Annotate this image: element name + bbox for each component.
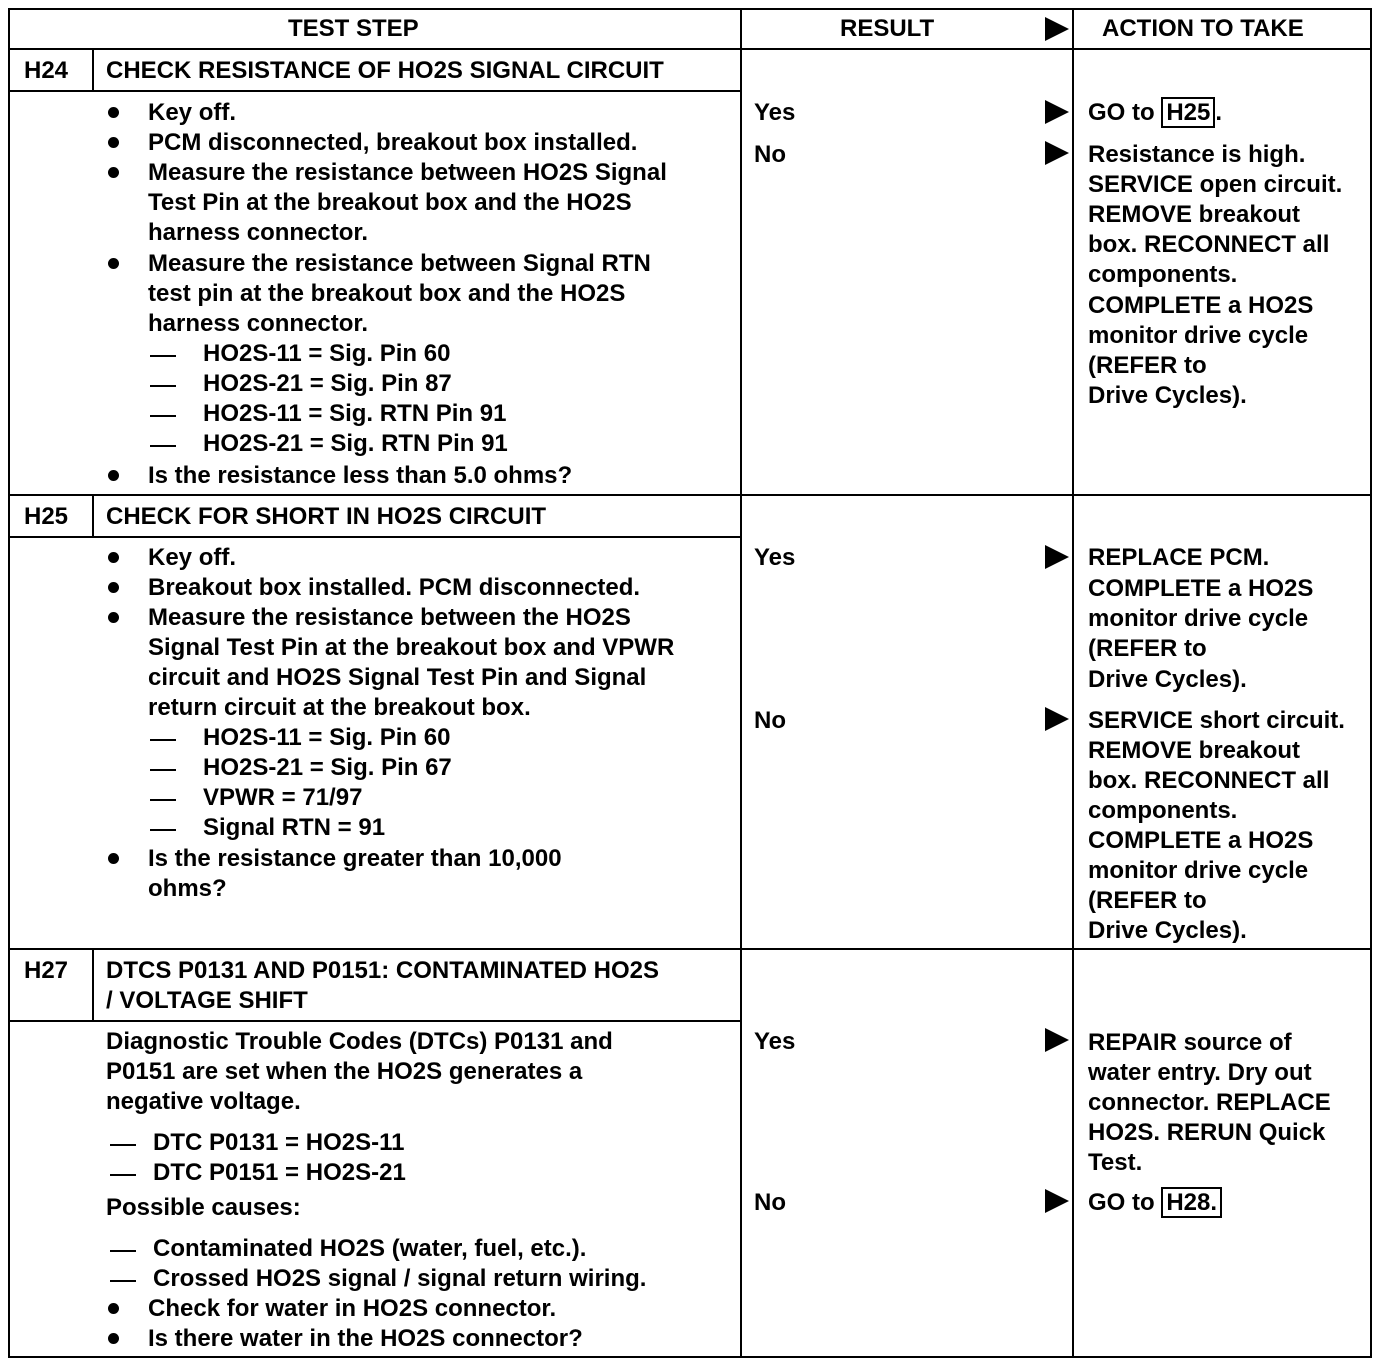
h24-result-no: No [754, 141, 786, 168]
h27-cause-1: Contaminated HO2S (water, fuel, etc.). [153, 1235, 587, 1262]
h25-action-yes-2: COMPLETE a HO2S [1088, 575, 1314, 602]
h24-step-2: PCM disconnected, breakout box installed. [148, 129, 638, 156]
h24-step-3-line-2: Test Pin at the breakout box and the HO2S [148, 189, 632, 216]
h27-question: Is there water in the HO2S connector? [148, 1325, 583, 1352]
h24-pin-4: HO2S-21 = Sig. RTN Pin 91 [203, 430, 508, 457]
h25-code: H25 [24, 503, 69, 530]
h24-pin-2: HO2S-21 = Sig. Pin 87 [203, 370, 452, 397]
row-divider [8, 948, 1372, 950]
h27-action-yes-1: REPAIR source of [1088, 1029, 1292, 1056]
h24-step-4-line-1: Measure the resistance between Signal RTN [148, 250, 651, 277]
h25-action-no-4: components. [1088, 797, 1238, 824]
h24-pin-3: HO2S-11 = Sig. RTN Pin 91 [203, 400, 507, 427]
arrow-icon [1045, 545, 1069, 569]
h24-action-no-1: Resistance is high. [1088, 141, 1306, 168]
h24-step-4-line-2: test pin at the breakout box and the HO2S [148, 280, 626, 307]
h25-action-no-2: REMOVE breakout [1088, 737, 1301, 764]
h25-pin-2: HO2S-21 = Sig. Pin 67 [203, 754, 452, 781]
h24-step-1: Key off. [148, 99, 237, 126]
h25-step-1: Key off. [148, 544, 237, 571]
h25-step-3-line-4: return circuit at the breakout box. [148, 694, 531, 721]
h25-step-2: Breakout box installed. PCM disconnected. [148, 574, 641, 601]
h25-step-3-line-1: Measure the resistance between the HO2S [148, 604, 631, 631]
h27-title-line-2: / VOLTAGE SHIFT [106, 987, 308, 1014]
h25-code-divider [92, 494, 94, 536]
h24-action-yes [1088, 98, 1222, 128]
h25-result-no: No [754, 707, 786, 734]
action-text: . [1215, 99, 1223, 126]
bullet-icon [108, 1303, 119, 1314]
h27-intro-line-3: negative voltage. [106, 1088, 301, 1115]
h25-action-yes-1: REPLACE PCM. [1088, 544, 1270, 571]
h27-dtc-2: DTC P0151 = HO2S-21 [153, 1159, 406, 1186]
h27-step-1: Check for water in HO2S connector. [148, 1295, 557, 1322]
dash-icon [110, 1280, 136, 1282]
h24-step-3-line-3: harness connector. [148, 219, 369, 246]
dash-icon [150, 445, 176, 447]
step-reference-h25[interactable]: H25 [1161, 97, 1215, 128]
h24-action-no-9: Drive Cycles). [1088, 382, 1247, 409]
h24-result-yes: Yes [754, 99, 796, 126]
arrow-icon [1045, 1189, 1069, 1213]
arrow-icon [1045, 141, 1069, 165]
bullet-icon [108, 470, 119, 481]
h25-result-yes: Yes [754, 544, 796, 571]
row-divider [8, 494, 1372, 496]
h27-action-yes-5: Test. [1088, 1149, 1143, 1176]
h24-title: CHECK RESISTANCE OF HO2S SIGNAL CIRCUIT [106, 57, 664, 84]
header-divider [8, 48, 1372, 50]
h25-pin-4: Signal RTN = 91 [203, 814, 386, 841]
h25-question-line-2: ohms? [148, 875, 227, 902]
h24-code: H24 [24, 57, 69, 84]
h25-action-yes-4: (REFER to [1088, 635, 1207, 662]
bullet-icon [108, 582, 119, 593]
h27-code-divider [92, 948, 94, 1020]
arrow-icon [1045, 100, 1069, 124]
h24-step-4-line-3: harness connector. [148, 310, 369, 337]
dash-icon [150, 769, 176, 771]
bullet-icon [108, 137, 119, 148]
column-divider-result [740, 8, 742, 1358]
h24-question: Is the resistance less than 5.0 ohms? [148, 462, 573, 489]
arrow-icon [1045, 707, 1069, 731]
dash-icon [150, 355, 176, 357]
h24-action-no-4: box. RECONNECT all [1088, 231, 1330, 258]
h25-action-no-1: SERVICE short circuit. [1088, 707, 1345, 734]
h24-code-divider [92, 48, 94, 90]
arrow-icon [1045, 1028, 1069, 1052]
h25-action-no-3: box. RECONNECT all [1088, 767, 1330, 794]
action-text: GO to [1088, 1189, 1162, 1216]
h24-title-divider [8, 90, 740, 92]
header-test-step: TEST STEP [288, 15, 419, 42]
h27-dtc-1: DTC P0131 = HO2S-11 [153, 1129, 405, 1156]
h27-intro-line-2: P0151 are set when the HO2S generates a [106, 1058, 583, 1085]
h25-action-no-7: (REFER to [1088, 887, 1207, 914]
h25-step-3-line-2: Signal Test Pin at the breakout box and VPWR [148, 634, 675, 661]
h27-action-yes-3: connector. REPLACE [1088, 1089, 1331, 1116]
bullet-icon [108, 167, 119, 178]
h27-result-no: No [754, 1189, 786, 1216]
h25-step-3-line-3: circuit and HO2S Signal Test Pin and Signal [148, 664, 647, 691]
h24-action-no-2: SERVICE open circuit. [1088, 171, 1343, 198]
dash-icon [150, 799, 176, 801]
h25-action-yes-5: Drive Cycles). [1088, 666, 1247, 693]
h25-title: CHECK FOR SHORT IN HO2S CIRCUIT [106, 503, 547, 530]
h25-question-line-1: Is the resistance greater than 10,000 [148, 845, 562, 872]
bullet-icon [108, 258, 119, 269]
action-text: GO to [1088, 99, 1162, 126]
h24-action-no-8: (REFER to [1088, 352, 1207, 379]
h27-title-divider [8, 1020, 740, 1022]
h27-intro-line-1: Diagnostic Trouble Codes (DTCs) P0131 and [106, 1028, 613, 1055]
bullet-icon [108, 853, 119, 864]
dash-icon [150, 739, 176, 741]
dash-icon [150, 829, 176, 831]
bullet-icon [108, 1333, 119, 1344]
h27-title-line-1: DTCS P0131 AND P0151: CONTAMINATED HO2S [106, 957, 660, 984]
h27-cause-2: Crossed HO2S signal / signal return wiring. [153, 1265, 647, 1292]
h25-action-no-5: COMPLETE a HO2S [1088, 827, 1314, 854]
h24-action-no-6: COMPLETE a HO2S [1088, 292, 1314, 319]
h24-action-no-3: REMOVE breakout [1088, 201, 1301, 228]
dash-icon [150, 415, 176, 417]
dash-icon [110, 1250, 136, 1252]
step-reference-h28[interactable]: H28. [1161, 1187, 1222, 1218]
h27-action-no [1088, 1188, 1222, 1218]
h27-result-yes: Yes [754, 1028, 796, 1055]
bullet-icon [108, 612, 119, 623]
h27-code: H27 [24, 957, 69, 984]
h24-step-3-line-1: Measure the resistance between HO2S Signal [148, 159, 667, 186]
h27-causes-label: Possible causes: [106, 1194, 301, 1221]
bullet-icon [108, 107, 119, 118]
h24-action-no-5: components. [1088, 261, 1238, 288]
h25-pin-3: VPWR = 71/97 [203, 784, 363, 811]
header-action: ACTION TO TAKE [1102, 15, 1304, 42]
h25-action-yes-3: monitor drive cycle [1088, 605, 1309, 632]
h27-action-yes-2: water entry. Dry out [1088, 1059, 1312, 1086]
h25-action-no-8: Drive Cycles). [1088, 917, 1247, 944]
h24-action-no-7: monitor drive cycle [1088, 322, 1309, 349]
header-arrow-icon [1045, 17, 1069, 41]
dash-icon [110, 1144, 136, 1146]
h25-title-divider [8, 536, 740, 538]
h27-action-yes-4: HO2S. RERUN Quick [1088, 1119, 1326, 1146]
header-result: RESULT [840, 15, 935, 42]
h24-pin-1: HO2S-11 = Sig. Pin 60 [203, 340, 451, 367]
dash-icon [150, 385, 176, 387]
h25-action-no-6: monitor drive cycle [1088, 857, 1309, 884]
dash-icon [110, 1174, 136, 1176]
column-divider-action [1072, 8, 1074, 1358]
h25-pin-1: HO2S-11 = Sig. Pin 60 [203, 724, 451, 751]
bullet-icon [108, 552, 119, 563]
